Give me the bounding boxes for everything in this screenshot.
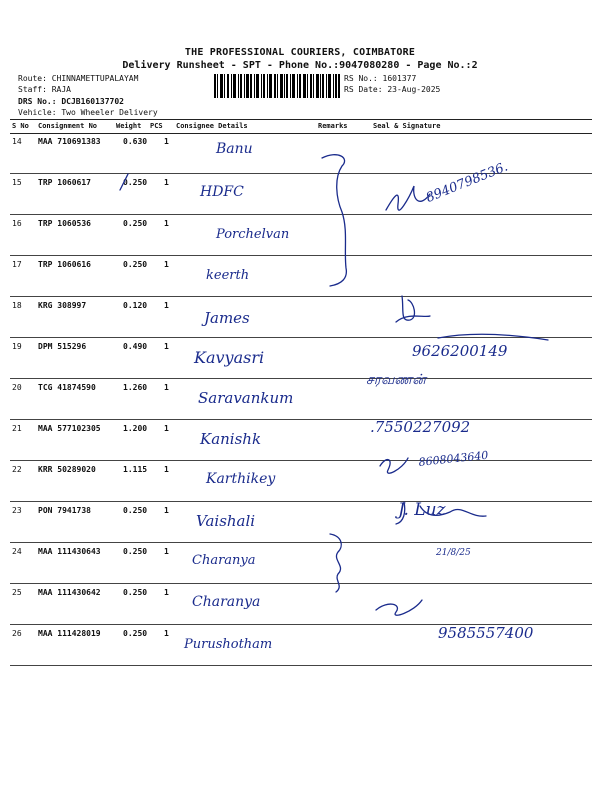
brace-mark	[330, 534, 341, 592]
runsheet-subtitle: Delivery Runsheet - SPT - Phone No.:9047080280 - Page No.:2	[122, 60, 478, 71]
pcs-cell: 1	[164, 547, 169, 556]
weight-cell: 1.260	[123, 383, 148, 392]
date-handwritten: 21/8/25	[436, 548, 471, 558]
consignee-handwritten: Banu	[216, 141, 253, 157]
signature-scrawl	[438, 334, 548, 340]
weight-cell: 0.120	[123, 301, 148, 310]
pcs-cell: 1	[164, 629, 169, 638]
pcs-cell: 1	[164, 424, 169, 433]
col-seal: Seal & Signature	[373, 122, 441, 130]
consignee-handwritten: Charanya	[192, 553, 256, 568]
consignment-cell: PON 7941738	[38, 506, 91, 515]
col-consignee: Consignee Details	[176, 122, 248, 130]
consignment-cell: MAA 111428019	[38, 629, 101, 638]
sno-cell: 24	[12, 547, 22, 556]
sno-cell: 19	[12, 342, 22, 351]
staff-label: Staff:	[18, 85, 47, 94]
consignee-handwritten: James	[204, 309, 250, 327]
vehicle-label: Vehicle:	[18, 108, 57, 117]
sno-cell: 25	[12, 588, 22, 597]
consignee-handwritten: HDFC	[200, 184, 244, 200]
pcs-cell: 1	[164, 383, 169, 392]
consignment-cell: MAA 111430643	[38, 547, 101, 556]
consignee-handwritten: Saravankum	[198, 389, 294, 407]
signature-scrawl	[396, 296, 430, 322]
rs-no-value: 1601377	[382, 74, 417, 83]
signature-scrawl	[376, 600, 422, 615]
weight-cell: 1.115	[123, 465, 148, 474]
consignment-cell: MAA 710691383	[38, 137, 101, 146]
col-pcs: PCS	[150, 122, 163, 130]
consignee-handwritten: Charanya	[192, 594, 261, 610]
pcs-cell: 1	[164, 301, 169, 310]
sno-cell: 20	[12, 383, 22, 392]
col-remarks: Remarks	[318, 122, 348, 130]
pcs-cell: 1	[164, 219, 169, 228]
consignment-cell: TRP 1060617	[38, 178, 91, 187]
rs-date-value: 23-Aug-2025	[387, 85, 441, 94]
vehicle-value: Two Wheeler Delivery	[61, 108, 158, 117]
consignment-cell: TCG 41874590	[38, 383, 96, 392]
col-sno: S No	[12, 122, 29, 130]
pcs-cell: 1	[164, 178, 169, 187]
weight-cell: 0.250	[123, 219, 148, 228]
rs-no-label: RS No.:	[344, 74, 378, 83]
weight-cell: 0.250	[123, 629, 148, 638]
consignee-handwritten: Purushotham	[184, 637, 273, 652]
sno-cell: 18	[12, 301, 22, 310]
consignee-handwritten: Karthikey	[206, 471, 276, 487]
sno-cell: 26	[12, 629, 22, 638]
consignee-handwritten: keerth	[206, 268, 250, 283]
sno-cell: 22	[12, 465, 22, 474]
consignment-cell: TRP 1060536	[38, 219, 91, 228]
pcs-cell: 1	[164, 588, 169, 597]
pcs-cell: 1	[164, 260, 169, 269]
consignment-cell: DPM 515296	[38, 342, 87, 351]
col-consignment: Consignment No	[38, 122, 98, 130]
signature-scrawl	[386, 186, 430, 210]
sno-cell: 17	[12, 260, 22, 269]
rs-date-label: RS Date:	[344, 85, 383, 94]
phone-handwritten: 9585557400	[438, 624, 534, 642]
company-title: THE PROFESSIONAL COURIERS, COIMBATORE	[184, 47, 416, 58]
col-weight: Weight	[116, 122, 142, 130]
pcs-cell: 1	[164, 506, 169, 515]
signature-scrawl	[380, 458, 408, 473]
pcs-cell: 1	[164, 465, 169, 474]
pcs-cell: 1	[164, 342, 169, 351]
route-value: CHINNAMETTUPALAYAM	[51, 74, 139, 83]
consignment-cell: MAA 111430642	[38, 588, 101, 597]
weight-cell: 0.630	[123, 137, 148, 146]
consignment-cell: MAA 577102305	[38, 424, 101, 433]
weight-cell: 0.250	[123, 588, 148, 597]
consignment-cell: KRR 50289020	[38, 465, 96, 474]
phone-handwritten: .7550227092	[370, 418, 471, 436]
consignee-handwritten: Porchelvan	[216, 227, 290, 242]
sno-cell: 15	[12, 178, 22, 187]
staff-value: RAJA	[51, 85, 71, 94]
tamil-signature: சரவணன்	[366, 372, 426, 388]
consignee-handwritten: Vaishali	[196, 512, 256, 530]
consignee-handwritten: Kanishk	[200, 430, 262, 448]
consignee-handwritten: Kavyasri	[194, 348, 265, 367]
sno-cell: 23	[12, 506, 22, 515]
signature-handwritten: J. Luz	[398, 500, 446, 520]
tick-mark	[120, 174, 128, 190]
pcs-cell: 1	[164, 137, 169, 146]
phone-handwritten: 8940798536.	[424, 159, 511, 206]
drs-label: DRS No.:	[18, 97, 57, 106]
sno-cell: 16	[12, 219, 22, 228]
brace-mark	[322, 155, 346, 286]
phone-handwritten: 9626200149	[412, 342, 508, 360]
drs-value: DCJB160137702	[61, 97, 124, 106]
weight-cell: 0.250	[123, 506, 148, 515]
weight-cell: 0.250	[123, 547, 148, 556]
sno-cell: 14	[12, 137, 22, 146]
phone-handwritten: 8608043640	[418, 448, 489, 469]
weight-cell: 0.250	[123, 178, 148, 187]
consignment-cell: KRG 308997	[38, 301, 87, 310]
sno-cell: 21	[12, 424, 22, 433]
consignment-cell: TRP 1060616	[38, 260, 91, 269]
weight-cell: 1.200	[123, 424, 148, 433]
weight-cell: 0.250	[123, 260, 148, 269]
weight-cell: 0.490	[123, 342, 148, 351]
route-label: Route:	[18, 74, 47, 83]
